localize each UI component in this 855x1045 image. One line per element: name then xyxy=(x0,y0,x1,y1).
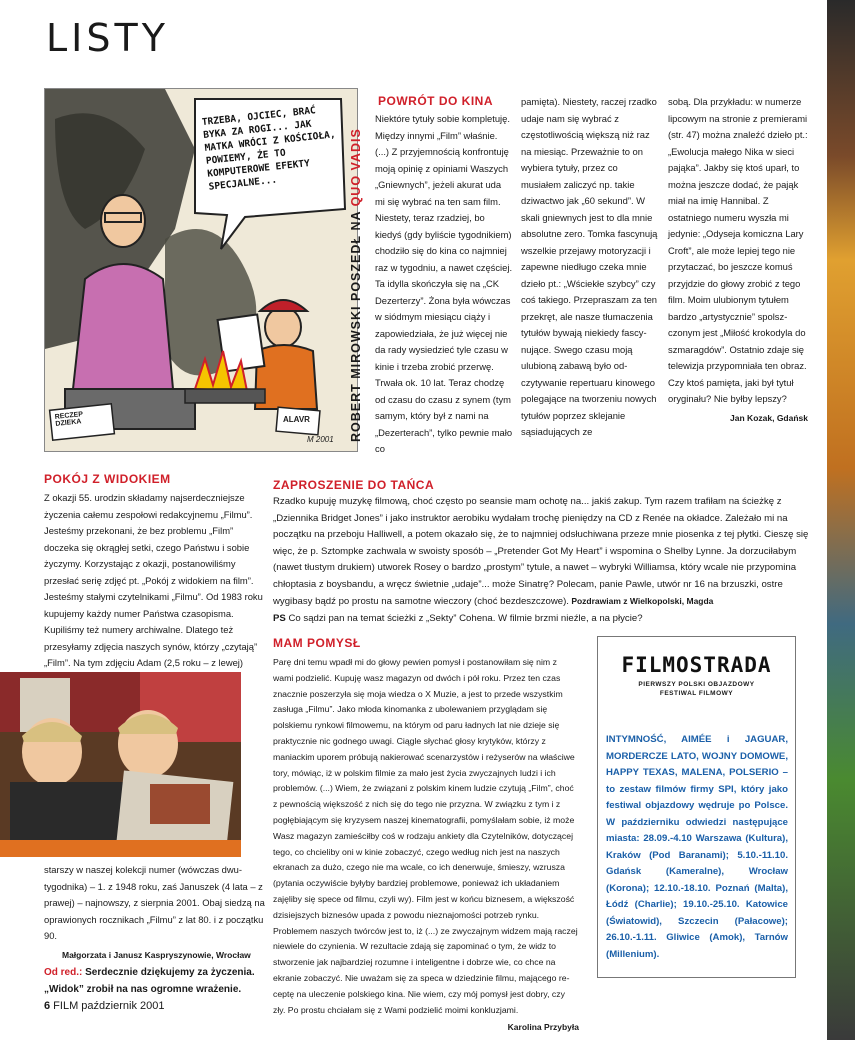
zaproszenie-text: Rzadko kupuję muzykę filmową, choć często po seansie mam ochotę na... jakiś zakup. Tym razem trafiłam na ścieżkę z „Dziennika Bridget Jones” i jako instruktor aerobiku wydałam trochę pieniędzy na CD z Renée na okładce. Zależało mi na początku na przeboju Halliwell, a potem okazało się, że to najmniej odsłuchiwana przeze mnie piosenka z tej płytki. Cieszę się więc, że p. Sztompke zachwala w swoisty sposób – „Pretender Got My Heart” i wspomina o Shelby Lynne. Ja dorzuciłabym (nawet tłustym drukiem) utworek Rosey o bardzo „prostym” tytule, a nawet – wybryki Williamsa, który wcale nie przypomina chłoptasia z boysbandu, a wręcz świetnie „udaje”... może Sinatrę? Polecam, panie Pawle, utwór nr 16 na brzuszki, ostre wygibasy bądź po prostu na samotne wieczory (choć bezdeszczowe). xyxy=(273,496,809,607)
powrot-col1-text: Niektóre tytuły sobie kompletuję. Między innymi „Film” właśnie. (...) Z przyjemnością konfrontuję moją opinię z opiniami Waszych „Gniewnych”, jeżeli akurat uda mi się wybrać na ten sam film. Niestety, teraz rzadziej, bo kiedyś (gdy byliście tygodnikiem) chodziło się do kina co najmniej raz w tygodniu, a nawet częściej. Ta idylla skończyła się na „CK Dezerterzy”. Żona była wówczas w siódmym miesiącu ciąży i zapowiedziała, że już więcej nie da rady wysiedzieć tyle czasu w kinie i trzeba zrobić przerwę. Trwała ok. 10 lat. Teraz chodzę od czasu do czasu z synem (tym samym, który był z nami na „Dezerterach”, tylko pewnie mało co xyxy=(375,113,513,454)
cartoon-signature: M 2001 xyxy=(307,435,334,444)
zaproszenie-signature: Pozdrawiam z Wielkopolski, Magda xyxy=(568,596,714,606)
powrot-col2-text: pamięta). Niestety, raczej rzadko udaje nam się wybrać z częstotliwością większą niż raz na miesiąc. Przeważnie to on wybiera tytuły, przez co musiałem zaliczyć np. takie dziwactwo jak „60 sekund”. W skali gniewnych jest to dla mnie absolutne zero. Tomka fascynują wszelkie przejawy motoryzacji i zapewne niedługo czeka mnie dzieło pt.: „Wściekłe szybcy” czy coś takiego. Przepraszam za ten przekręt, ale nasze tłumaczenia tytułów bywają niekiedy fascynujące. Swego czasu moją ulubioną zabawą było odczytywanie repertuaru kinowego polegające na tworzeniu nowych tytułów poprzez sklejanie sąsiadujących ze xyxy=(521,96,658,437)
page-footer xyxy=(44,1000,164,1012)
filmostrada-subtitle2: FESTIWAL FILMOWY xyxy=(659,690,734,697)
side-image-strip xyxy=(827,0,855,1040)
powrot-col1 xyxy=(375,111,513,458)
photo-kids-reading xyxy=(0,672,241,857)
pomysl-body xyxy=(273,655,579,1036)
tag-label: ALAVR xyxy=(283,415,310,424)
pokoj-body2-text: starszy w naszej kolekcji numer (wówczas dwutygodnika) – 1. z 1948 roku, zaś Januszek (4 lata – z prawej) – najnowszy, z sierpnia 2001. Obaj siedzą na oprawionych rocznikach „Filmu” z lat 80. i z początku 90. xyxy=(44,864,265,941)
side-image xyxy=(827,0,855,1040)
pokoj-body2 xyxy=(44,862,269,998)
heading-zaproszenie: ZAPROSZENIE DO TAŃCA xyxy=(273,478,435,492)
magazine-name: FILM xyxy=(50,1000,79,1012)
credit-film: QUO VADIS xyxy=(349,128,363,207)
speech-bubble-text: TRZEBA, OJCIEC, BRAĆ BYKA ZA ROGI... JAK MATKA WRÓCI Z KOŚCIOŁA, POWIEMY, ŻE TO KOMPUTEROWE EFEKTY SPECJALNE... xyxy=(201,105,337,193)
powrot-signature: Jan Kozak, Gdańsk xyxy=(730,412,808,423)
reply-text: Serdecznie dziękujemy za życzenia. „Widok” zrobił na nas ogromne wrażenie. xyxy=(44,967,255,995)
heading-powrot: POWRÓT DO KINA xyxy=(378,94,493,108)
heading-pokoj: POKÓJ Z WIDOKIEM xyxy=(44,472,171,486)
reply-label: Od red.: xyxy=(44,967,83,978)
pomysl-text: Parę dni temu wpadł mi do głowy pewien pomysł i postanowiłam się nim z wami podzielić. Kupuję wasz magazyn od dwóch i pół roku. Przez ten czas znacznie poszerzyła się moja wiedza o X Muzie, a jest to przede wszystkim zasługa „Filmu”. Jako młoda kinomanka z ubolewaniem przyglądam się polskiemu rynkowi filmowemu, na którym od paru ładnych lat nie dzieje się praktycznie nic godnego uwagi. Ciągle słychać głosy krytyków, którzy z maniackim uporem próbują nakierować scenarzystów i reżyserów na właściwe tory, mówiąc, iż w polskim filmie za mało jest życia zwyczajnych ludzi i ich problemów. (...) Wiem, że związani z polskim kinem ludzie czytują „Film”, choć z pewnością większość z nich się do tego nie przyzna. W związku z tym i z pogłębiającym się kryzysem naszej kinematografii, pomyślałam sobie, iż może Wasz magazyn zamieściłby coś w rodzaju ankiety dla Czytelników, dotyczącej tego, co chcieliby oni w kinie zobaczyć, czego według nich jest na naszych ekranach za dużo, czego nie ma wcale, co ich denerwuje, śmieszy, wzrusza (pytania oczywiście byłyby bardziej problemowe, ponieważ ich układaniem zajęliby się spece od filmu, czyli wy). Film jest w końcu biznesem, a większość dzisiejszych biznesów upada z powodu nieznajomości potrzeb rynku. Problemem naszych twórców jest to, iż (...) ze zwyczajnym widzem mają raczej niewiele do czynienia. W rezultacie zdają się zapominać o tym, że widz to stworzenie jak najbardziej rozumne i inteligentne i dobrze wie, co chce na ekranie zobaczyć. Nie uważam się za speca w dziedzinie filmu, mającego receptę na uleczenie polskiego kina. Nie wiem, czy mój pomysł jest dobry, czy zły. Po prostu chciałam się z Wami podzielić moimi konkluzjami. xyxy=(273,657,578,1015)
page-number: 6 xyxy=(44,1000,51,1012)
powrot-col3-text: sobą. Dla przykładu: w numerze lipcowym na stronie z premierami (str. 47) można znaleźć dzieło pt.: „Ewolucja małego Nika w sieci pająka”. Jakby się ktoś uparł, to można jeszcze dodać, że pająk miał na imię Hannibal. Z ostatniego numeru wyszła mi jedynie: „Odyseja komiczna Lary Croft”, ale może lepiej tego nie przytaczać, bo jeszcze komuś przyjdzie do głowy zrobić z tego film. Moim ulubionym tytułem bardzo „artystycznie” spolszczonym jest „Miłość krokodyla do szmaragdów”. Ostatnio zdaje się telewizja przypomniała ten obraz. Czy ktoś pamięta, jaki był tytuł oryginału? Nie byłby lepszy? xyxy=(668,96,808,404)
filmostrada-subtitle1: PIERWSZY POLSKI OBJAZDOWY xyxy=(638,681,755,688)
credit-author: ROBERT MIROWSKI POSZEDŁ NA xyxy=(349,206,363,442)
ps-text: Co sądzi pan na temat ścieżki z „Sekty” Cohena. W filmie brzmi nieźle, a na płycie? xyxy=(285,612,643,624)
cartoon-illustration xyxy=(44,88,358,452)
book-label: RECZEP DZIEKA xyxy=(54,411,84,428)
powrot-col2 xyxy=(521,94,659,441)
heading-pomysl: MAM POMYSŁ xyxy=(273,636,361,650)
filmostrada-box xyxy=(597,636,796,978)
pokoj-body xyxy=(44,490,269,688)
powrot-col3 xyxy=(668,94,808,426)
filmostrada-logo: FILMOSTRADA xyxy=(621,653,772,677)
pokoj-body-text: Z okazji 55. urodzin składamy najserdeczniejsze życzenia całemu zespołowi redakcyjnemu „Filmu”. Jesteśmy przekonani, że bez problemu „Film” doczeka się okrągłej setki, czego Państwu i sobie życzymy. Korzystając z okazji, postanowiliśmy przesłać serię zdjęć pt. „Pokój z widokiem na film”. Jesteśmy stałymi czytelnikami „Filmu”. Od 1983 roku kupujemy każdy numer Państwa czasopisma. Kupiliśmy też numery archiwalne. Dlatego też przesyłamy zdjęcia naszych synów, którzy „czytają” „Film”. Na tym zdjęciu Adam (2,5 roku – z lewej) xyxy=(44,492,263,668)
issue-date: październik 2001 xyxy=(78,1000,165,1012)
zaproszenie-body xyxy=(273,494,809,627)
pomysl-signature: Karolina Przybyła xyxy=(507,1022,579,1033)
photo-image xyxy=(0,672,241,857)
filmostrada-text: INTYMNOŚĆ, AIMÉE i JAGUAR, MORDERCZE LATO, WOJNY DOMOWE, HAPPY TEXAS, MALENA, POLSERIO – to zestaw filmów firmy SPI, który jako festiwal objazdowy wędruje po Polsce. W październiku odwiedzi następujące miasta: 28.09.-4.10 Warszawa (Kultura), Kraków (Pod Baranami); 5.10.-11.10. Gdańsk (Kameralne), Wrocław (Korona); 12.10.-18.10. Poznań (Malta), Łódź (Charlie); 19.10.-25.10. Katowice (Światowid), Szczecin (Pałacowe); 26.10.-1.11. Gliwice (Amok), Tarnów (Millenium). xyxy=(606,734,788,960)
cartoon-credit xyxy=(336,90,366,445)
pokoj-signature: Małgorzata i Janusz Kaspryszynowie, Wrocław xyxy=(62,949,251,960)
section-title: LISTY xyxy=(46,16,169,60)
ps-label: PS xyxy=(273,612,286,624)
